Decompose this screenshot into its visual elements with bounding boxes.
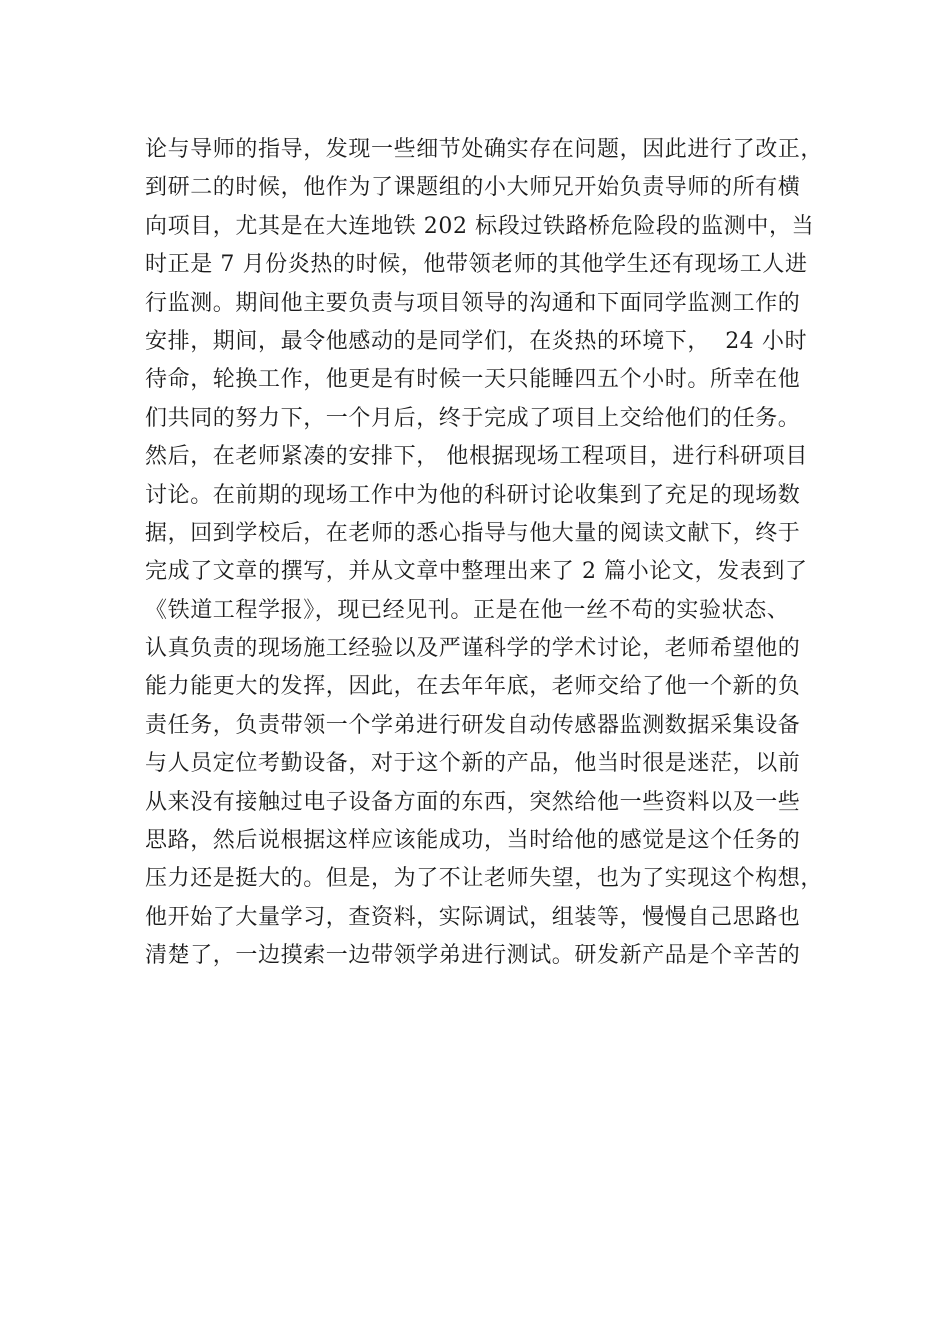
text-line: 据，回到学校后，在老师的悉心指导与他大量的阅读文献下，终于 [145,520,801,546]
text-line: 们共同的努力下，一个月后，终于完成了项目上交给他们的任务。 [145,405,801,431]
text-line: 清楚了，一边摸索一边带领学弟进行测试。研发新产品是个辛苦的 [145,943,801,969]
text-line: 压力还是挺大的。但是，为了不让老师失望，也为了实现这个构想， [145,866,824,892]
text-line: 时正是 7 月份炎热的时候，他带领老师的其他学生还有现场工人进 [145,252,808,278]
text-line: 待命，轮换工作，他更是有时候一天只能睡四五个小时。所幸在他 [145,367,801,393]
text-line: 行监测。期间他主要负责与项目领导的沟通和下面同学监测工作的 [145,290,801,316]
text-line: 完成了文章的撰写，并从文章中整理出来了 2 篇小论文，发表到了 [145,559,808,585]
text-line: 责任务，负责带领一个学弟进行研发自动传感器监测数据采集设备 [145,712,801,738]
text-line: 讨论。在前期的现场工作中为他的科研讨论收集到了充足的现场数 [145,482,801,508]
text-line: 《铁道工程学报》，现已经见刊。正是在他一丝不苟的实验状态、 [145,597,790,623]
text-line: 能力能更大的发挥，因此，在去年年底，老师交给了他一个新的负 [145,674,801,700]
text-line: 安排，期间，最令他感动的是同学们，在炎热的环境下， 24 小时 [145,328,808,354]
text-line: 与人员定位考勤设备，对于这个新的产品，他当时很是迷茫，以前 [145,751,801,777]
text-line: 思路，然后说根据这样应该能成功，当时给他的感觉是这个任务的 [145,828,801,854]
text-line: 到研二的时候，他作为了课题组的小大师兄开始负责导师的所有横 [145,175,801,201]
body-text [145,131,835,976]
text-line: 向项目，尤其是在大连地铁 202 标段过铁路桥危险段的监测中，当 [145,213,815,239]
text-line: 他开始了大量学习，查资料，实际调试，组装等，慢慢自己思路也 [145,904,801,930]
text-line: 然后，在老师紧凑的安排下， 他根据现场工程项目，进行科研项目 [145,444,808,470]
text-line: 认真负责的现场施工经验以及严谨科学的学术讨论，老师希望他的 [145,636,801,662]
text-line: 从来没有接触过电子设备方面的东西，突然给他一些资料以及一些 [145,789,801,815]
text-line: 论与导师的指导，发现一些细节处确实存在问题，因此进行了改正， [145,137,824,162]
